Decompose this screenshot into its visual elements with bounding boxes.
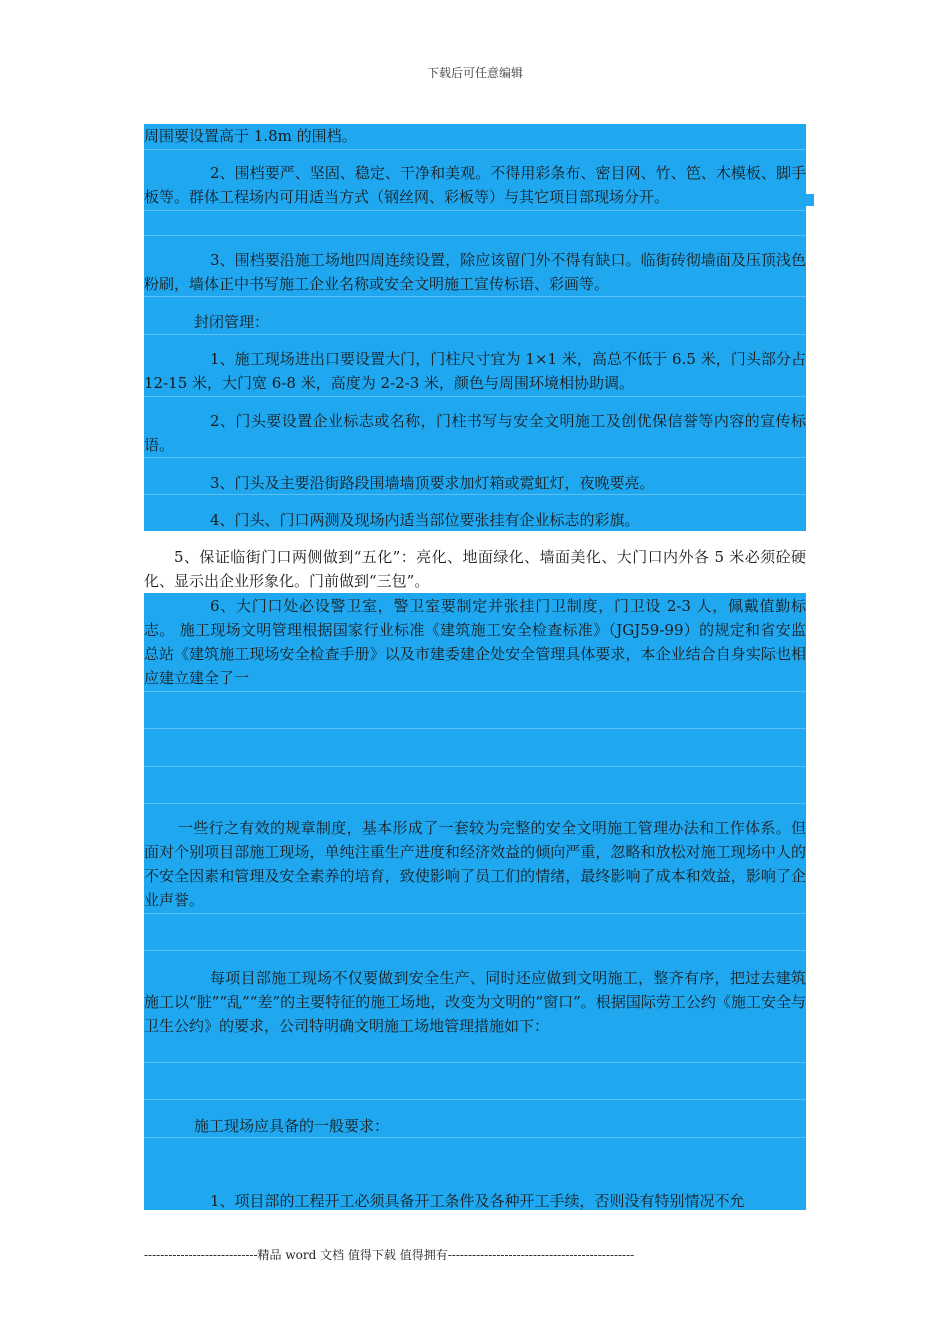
paragraph-10: 6、大门口处必设警卫室，警卫室要制定并张挂门卫制度，门卫设 2-3 人，佩戴值勤标志。 施工现场文明管理根据国家行业标准《建筑施工安全检查标准》（JGJ59-99）的规定和省安监总站《建筑施工现场安全检查手册》以及市建委建企处安全管理具体要求，本企业结合自身实际也相应建立建全了一 [144,597,806,687]
paragraph-4: 封闭管理： [194,313,270,331]
paragraph-2: 2、围档要严、坚固、稳定、干净和美观。不得用彩条布、密目网、竹、笆、木模板、脚手板等。群体工程场内可用适当方式（钢丝网、彩板等）与其它项目部现场分开。 [144,164,806,206]
paragraph-9: 5、保证临街门口两侧做到“五化”：亮化、地面绿化、墙面美化、大门口内外各 5 米必须砼硬化、显示出企业形象化。门前做到“三包”。 [144,548,806,590]
paragraph-7: 3、门头及主要沿街路段围墙墙顶要求加灯箱或霓虹灯，夜晚要亮。 [210,474,655,492]
paragraph-14: 1、项目部的工程开工必须具备开工条件及各种开工手续，否则没有特别情况不允 [210,1192,745,1210]
page-footer: ----------------------------精品 word 文档 值得下载 值得拥有---------------------------------------------- [144,1248,635,1262]
paragraph-12: 每项目部施工现场不仅要做到安全生产、同时还应做到文明施工，整齐有序，把过去建筑施工以“脏”“乱”“差”的主要特征的施工场地，改变为文明的“窗口”。根据国际劳工公约《施工安全与卫生公约》的要求，公司特明确文明施工场地管理措施如下： [144,969,806,1035]
paragraph-5: 1、施工现场进出口要设置大门，门柱尺寸宜为 1×1 米，高总不低于 6.5 米，门头部分占 12-15 米，大门宽 6-8 米，高度为 2-2-3 米，颜色与周围环境相协助调。 [144,350,806,392]
page-header: 下载后可任意编辑 [426,66,523,80]
paragraph-11: 一些行之有效的规章制度，基本形成了一套较为完整的安全文明施工管理办法和工作体系。但面对个别项目部施工现场，单纯注重生产进度和经济效益的倾向严重，忽略和放松对施工现场中人的不安全因素和管理及安全素养的培育，致使影响了员工们的情绪，最终影响了成本和效益，影响了企业声誉。 [144,819,806,909]
paragraph-3: 3、围档要沿施工场地四周连续设置，除应该留门外不得有缺口。临街砖彻墙面及压顶浅色粉刷，墙体正中书写施工企业名称或安全文明施工宣传标语、彩画等。 [144,251,806,293]
paragraph-13: 施工现场应具备的一般要求： [194,1117,390,1135]
paragraph-1: 周围要设置高于 1.8m 的围档。 [144,127,357,145]
paragraph-6: 2、门头要设置企业标志或名称，门柱书写与安全文明施工及创优保信誉等内容的宣传标语。 [144,412,806,454]
highlight-marker [806,194,814,206]
paragraph-8: 4、门头、门口两测及现场内适当部位要张挂有企业标志的彩旗。 [210,511,640,529]
